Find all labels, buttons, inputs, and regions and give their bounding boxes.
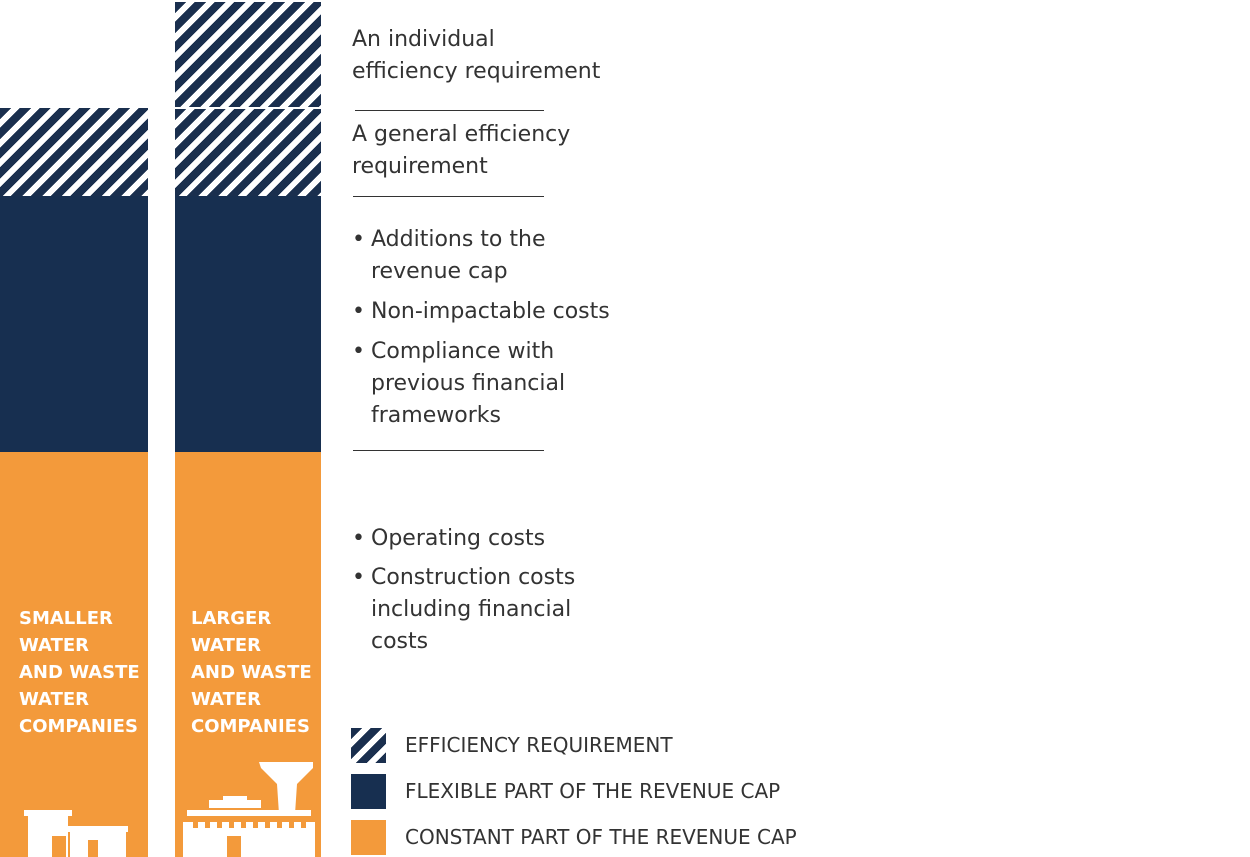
legend-label-constant: CONSTANT PART OF THE REVENUE CAP [405,825,797,849]
general-efficiency-segment [175,109,321,196]
legend-swatch-flexible [351,774,386,809]
column-label: LARGER WATER AND WASTE WATER COMPANIES [191,608,312,737]
general-efficiency-segment [0,108,148,196]
column-larger-companies [175,2,321,857]
bullet-dot: • [352,565,365,590]
constant-item-text: Construction costs including financial costs [371,565,576,654]
flexible-segment [175,196,321,452]
bullet-dot: • [352,526,365,551]
individual-efficiency-text: An individual efficiency requirement [352,27,601,84]
constant-item-text: Operating costs [371,526,546,551]
column-label: SMALLER WATER AND WASTE WATER COMPANIES [19,608,140,737]
small-building-icon [22,810,128,857]
flexible-item-text: Non-impactable costs [371,299,610,324]
general-efficiency-text: A general efficiency requirement [352,122,571,179]
flexible-item-text: Compliance with previous financial frameworks [371,339,566,428]
legend-label-efficiency: EFFICIENCY REQUIREMENT [405,733,673,757]
column-smaller-companies [0,108,148,857]
legend-label-flexible: FLEXIBLE PART OF THE REVENUE CAP [405,779,781,803]
divider-line [353,450,544,451]
bullet-dot: • [352,227,365,252]
legend-swatch-efficiency [351,728,386,763]
flexible-segment [0,196,148,452]
legend-swatch-constant [351,820,386,855]
water-tower-building-icon [183,760,315,857]
bullet-dot: • [352,339,365,364]
individual-efficiency-segment [175,2,321,107]
divider-line [353,196,544,197]
flexible-item-text: Additions to the revenue cap [371,227,546,284]
divider-line [355,110,544,111]
bullet-dot: • [352,299,365,324]
